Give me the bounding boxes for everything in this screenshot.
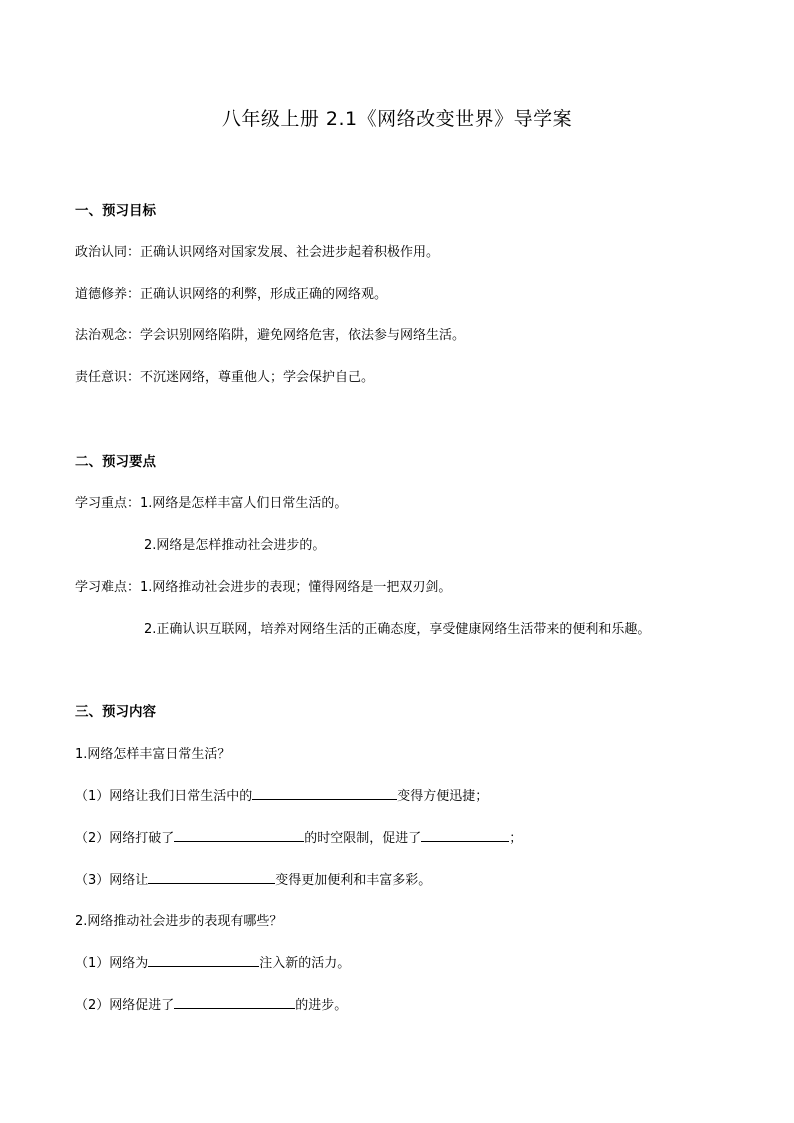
q1c-prefix: （3）网络让 xyxy=(75,873,149,888)
q1b-prefix: （2）网络打破了 xyxy=(75,831,175,846)
fill-blank[interactable] xyxy=(174,827,304,842)
objective-legal: 法治观念：学会识别网络陷阱，避免网络危害，依法参与网络生活。 xyxy=(75,328,466,343)
objective-responsibility: 责任意识：不沉迷网络，尊重他人；学会保护自己。 xyxy=(75,370,375,385)
page-title: 八年级上册 2.1《网络改变世界》导学案 xyxy=(221,108,573,130)
q1b-middle: 的时空限制，促进了 xyxy=(304,831,422,846)
difficulty-2: 2.正确认识互联网，培养对网络生活的正确态度，享受健康网络生活带来的便利和乐趣。 xyxy=(144,622,651,637)
question-2-part-1 xyxy=(75,952,350,971)
objective-moral: 道德修养：正确认识网络的利弊，形成正确的网络观。 xyxy=(75,287,388,302)
key-point-1-text: 1.网络是怎样丰富人们日常生活的。 xyxy=(140,496,348,511)
fill-blank[interactable] xyxy=(148,952,259,967)
question-2-part-2 xyxy=(75,994,347,1013)
fill-blank[interactable] xyxy=(174,994,295,1009)
objective-political: 政治认同：正确认识网络对国家发展、社会进步起着积极作用。 xyxy=(75,245,440,260)
q2b-prefix: （2）网络促进了 xyxy=(75,998,175,1013)
q1c-suffix: 变得更加便利和丰富多彩。 xyxy=(275,873,432,888)
key-points-label: 学习重点： xyxy=(75,496,141,511)
difficulty-1 xyxy=(75,576,451,595)
key-point-2: 2.网络是怎样推动社会进步的。 xyxy=(144,538,326,553)
q2a-suffix: 注入新的活力。 xyxy=(259,956,351,971)
question-1-part-3 xyxy=(75,869,431,888)
section-heading-content: 三、预习内容 xyxy=(75,704,156,720)
question-2: 2.网络推动社会进步的表现有哪些？ xyxy=(75,914,283,929)
question-1: 1.网络怎样丰富日常生活？ xyxy=(75,747,231,762)
q1b-suffix: ； xyxy=(509,831,523,846)
question-1-part-1 xyxy=(75,785,488,804)
question-1-part-2 xyxy=(75,827,522,846)
q2a-prefix: （1）网络为 xyxy=(75,956,149,971)
difficulty-1-text: 1.网络推动社会进步的表现；懂得网络是一把双刃剑。 xyxy=(140,580,452,595)
fill-blank[interactable] xyxy=(421,827,509,842)
section-heading-objectives: 一、预习目标 xyxy=(75,203,156,219)
fill-blank[interactable] xyxy=(252,785,397,800)
q2b-suffix: 的进步。 xyxy=(295,998,348,1013)
fill-blank[interactable] xyxy=(148,869,275,884)
q1a-prefix: （1）网络让我们日常生活中的 xyxy=(75,789,253,804)
q1a-suffix: 变得方便迅捷； xyxy=(397,789,489,804)
section-heading-key-points: 二、预习要点 xyxy=(75,454,156,470)
key-point-1 xyxy=(75,492,347,511)
difficulties-label: 学习难点： xyxy=(75,580,141,595)
